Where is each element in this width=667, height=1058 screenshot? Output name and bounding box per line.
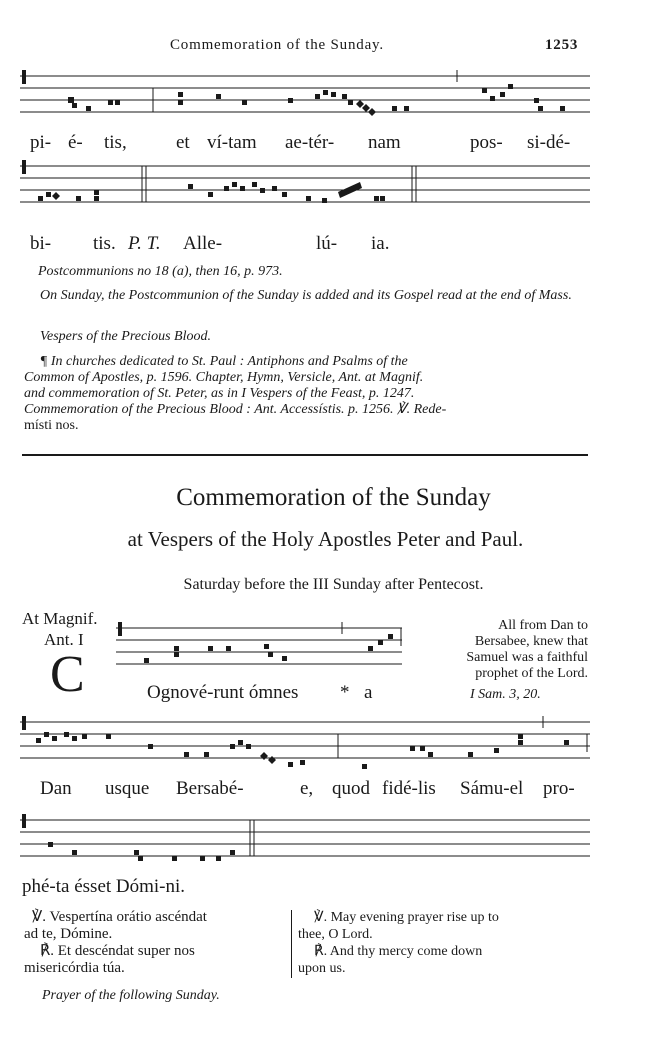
response-english-line: upon us. [298,961,346,976]
chant-staff-3 [116,616,404,676]
lyric-syllable: si-dé- [527,132,571,153]
translation-line: All from Dan to [498,618,588,633]
versicle-latin [24,909,286,977]
lyric-syllable: pos- [470,132,503,153]
response-english-line: ℟. And thy mercy come down [314,944,483,959]
translation-line: Samuel was a faithful [466,650,588,665]
chant-staff-5 [20,812,590,872]
rubric-st-paul-line: místi nos. [24,418,79,433]
section-subtitle: at Vespers of the Holy Apostles Peter and Paul. [127,527,524,551]
running-title: Commemoration of the Sunday. [170,37,384,53]
lyric-syllable: ae-tér- [285,132,335,153]
rubric-st-paul-line: and commemoration of St. Peter, as in I Vespers of the Feast, p. 1247. [24,386,415,401]
rubric-st-paul-line: ¶ In churches dedicated to St. Paul : Antiphons and Psalms of the [40,354,408,369]
section-divider [22,454,588,456]
lyric-syllable: tis, [104,132,127,153]
rubric-st-paul-line: Commemoration of the Precious Blood : Ant. Accessístis. p. 1256. ℣. Rede- [24,402,447,417]
translation-line: prophet of the Lord. [475,666,588,681]
chant-staff-2 [20,158,590,224]
antiphon-lyric-line: Ognové-runt ómnes [147,682,299,703]
versicle-latin-line: ad te, Dómine. [24,926,113,942]
rubric-prayer-following-sunday: Prayer of the following Sunday. [42,988,220,1003]
initial-letter: C [50,646,85,703]
lyric-syllable: Dan [40,778,72,799]
lyric-syllable: ví-tam [207,132,257,153]
lyric-syllable: fidé-lis [382,778,436,799]
lyric-syllable: Sámu-el [460,778,524,799]
rubric-st-paul-line: Common of Apostles, p. 1596. Chapter, Hymn, Versicle, Ant. at Magnif. [24,370,424,385]
chant-staff-4 [20,714,590,780]
lyric-syllable: et [176,132,190,153]
lyric-syllable: é- [68,132,83,153]
page-number: 1253 [545,37,579,53]
versicle-english [298,909,588,977]
versicle-latin-line: ℣. Vespertína orátio ascéndat [32,909,207,925]
translation-line: Bersabee, knew that [474,634,588,649]
lyric-syllable: pi- [30,132,52,153]
translation-block [410,618,588,682]
versicle-english-line: ℣. May evening prayer rise up to [314,910,499,925]
scripture-reference: I Sam. 3, 20. [470,687,541,702]
lyric-syllable: lú- [316,233,338,254]
lyric-syllable: nam [368,132,401,153]
lyric-syllable: Bersabé- [176,778,244,799]
rubric-vespers-precious-blood: Vespers of the Precious Blood. [40,329,211,344]
section-title: Commemoration of the Sunday [176,484,491,511]
antiphon-lyric-line: phé-ta ésset Dómi-ni. [22,876,186,897]
response-latin-line: misericórdia túa. [24,960,125,976]
rubric-sunday-note: On Sunday, the Postcommunion of the Sunday is added and its Gospel read at the end of Mass. [40,288,572,303]
rubric-postcommunions: Postcommunions no 18 (a), then 16, p. 973. [38,264,283,279]
response-latin-line: ℟. Et descéndat super nos [40,943,195,959]
lyric-syllable: bi- [30,233,52,254]
antiphon-lyric-line: a [364,682,373,703]
lyric-syllable: P. T. [128,233,161,254]
lyric-syllable: tis. [93,233,116,254]
magnificat-label: At Magnif. [22,609,98,628]
section-occasion: Saturday before the III Sunday after Pentecost. [183,576,484,593]
versicle-english-line: thee, O Lord. [298,927,373,942]
lyric-syllable: Alle- [183,233,223,254]
chant-staff-1 [20,62,590,122]
lyric-syllable: quod [332,778,370,799]
asterisk: * [340,682,350,703]
lyric-syllable: ia. [371,233,390,254]
lyric-syllable: usque [105,778,150,799]
lyric-syllable: e, [300,778,314,799]
lyric-syllable: pro- [543,778,575,799]
antiphon-number-label: Ant. I [44,630,84,649]
column-divider [291,910,292,978]
